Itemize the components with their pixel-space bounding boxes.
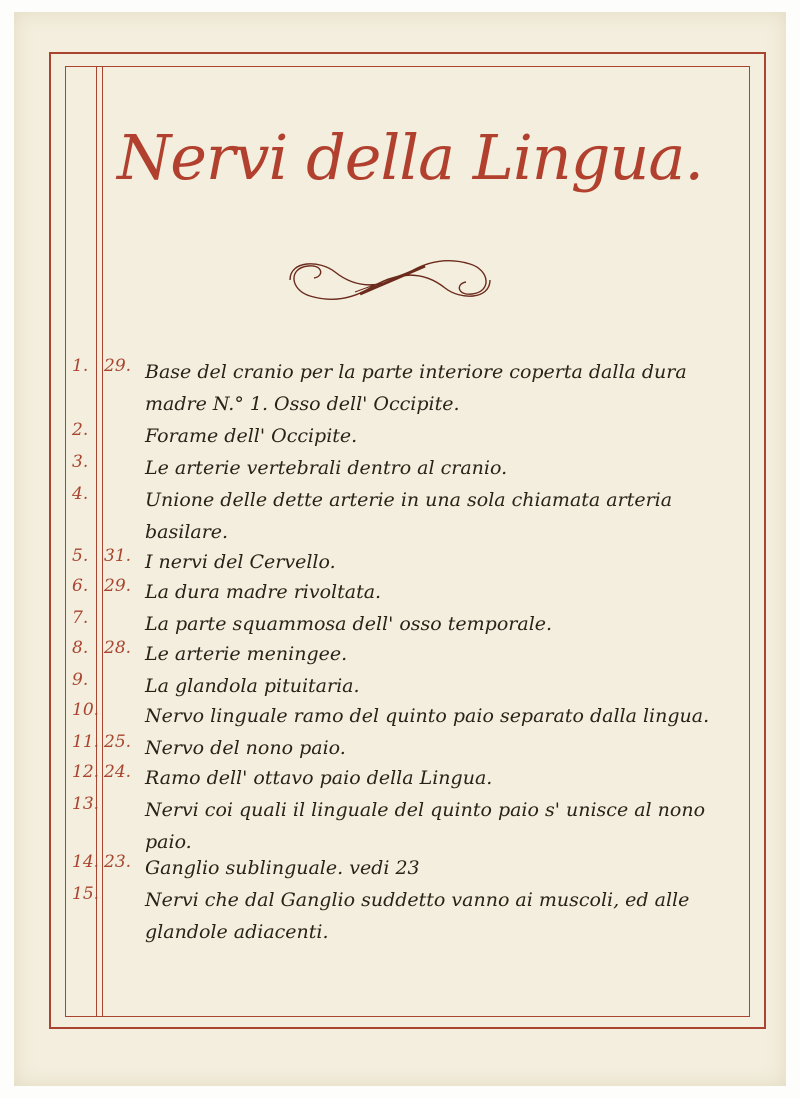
item-text: Le arterie meningee. [145,643,348,665]
item-text: Le arterie vertebrali dentro al cranio. [145,457,508,479]
item-reference: 29. [104,576,132,596]
item-number: 7. [72,608,89,628]
item-reference: 25. [104,732,132,752]
item-text: Ganglio sublinguale. vedi 23 [145,857,420,879]
item-text: Ramo dell' ottavo paio della Lingua. [145,767,493,789]
item-reference: 31. [104,546,132,566]
flourish-ornament [280,250,500,310]
item-text: Forame dell' Occipite. [145,425,358,447]
item-text: Nervo linguale ramo del quinto paio separato dalla lingua. [145,705,710,727]
item-number: 6. [72,576,89,596]
item-text: Base del cranio per la parte interiore coperta dalla dura madre N.° 1. Osso dell' Occipite. [145,361,687,415]
item-text: La parte squammosa dell' osso temporale. [145,613,553,635]
item-text: I nervi del Cervello. [145,551,336,573]
item-reference: 29. [104,356,132,376]
item-number: 15. [72,884,100,904]
margin-rule-right [102,66,103,1017]
item-text: La dura madre rivoltata. [145,581,382,603]
item-number: 10. [72,700,100,720]
item-number: 1. [72,356,89,376]
item-number: 11. [72,732,100,752]
item-number: 5. [72,546,89,566]
item-text: Nervi coi quali il linguale del quinto paio s' unisce al nono paio. [145,799,706,853]
item-number: 4. [72,484,89,504]
item-number: 14. [72,852,100,872]
item-reference: 28. [104,638,132,658]
item-number: 9. [72,670,89,690]
margin-rule-left [96,66,97,1017]
item-reference: 24. [104,762,132,782]
item-number: 2. [72,420,89,440]
item-number: 12. [72,762,100,782]
item-text: Nervo del nono paio. [145,737,346,759]
page-title: Nervi della Lingua. [116,121,704,194]
item-reference: 23. [104,852,132,872]
item-number: 3. [72,452,89,472]
item-number: 8. [72,638,89,658]
item-text: Nervi che dal Ganglio suddetto vanno ai muscoli, ed alle glandole adiacenti. [145,889,690,943]
item-number: 13. [72,794,100,814]
item-text: La glandola pituitaria. [145,675,360,697]
item-text: Unione delle dette arterie in una sola chiamata arteria basilare. [145,489,673,543]
